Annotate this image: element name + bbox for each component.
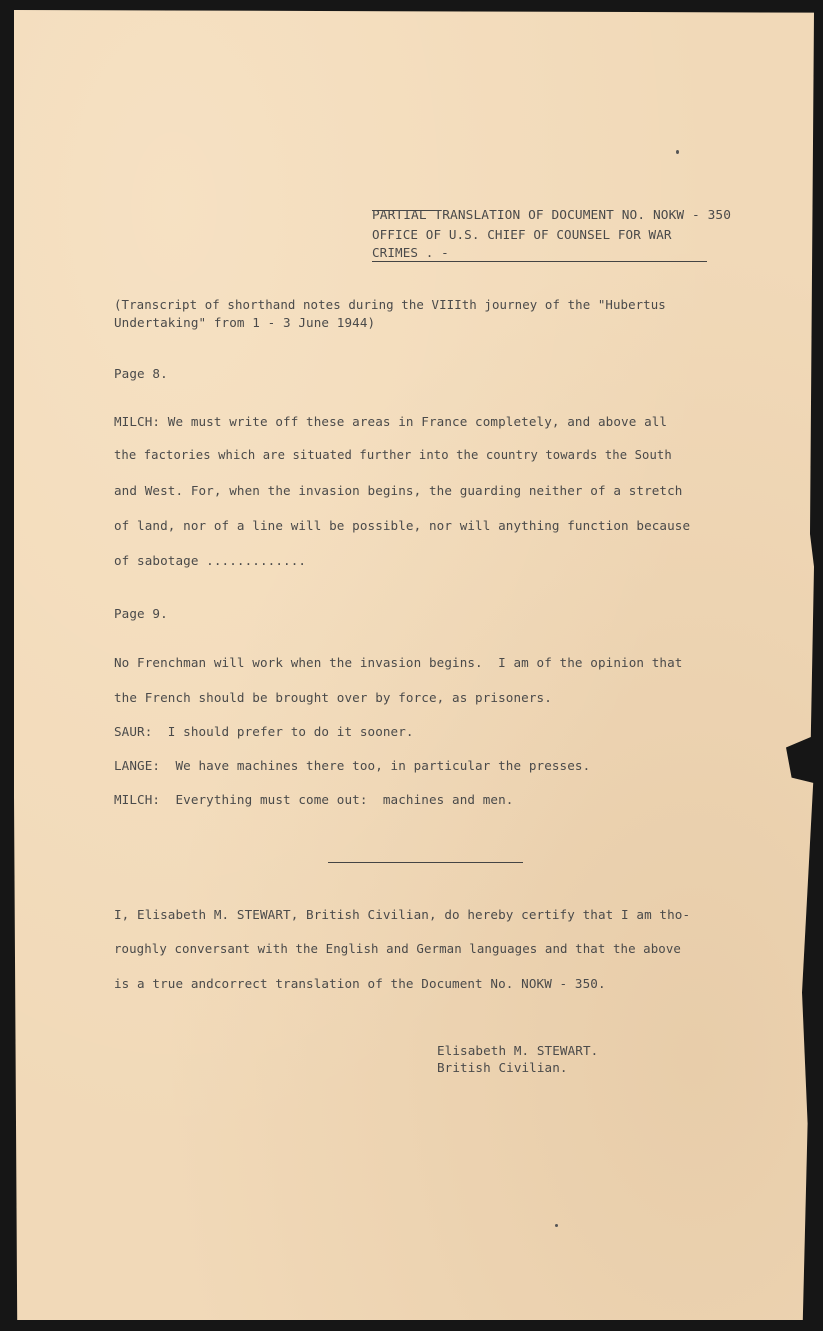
intro-line-2: Undertaking" from 1 - 3 June 1944) bbox=[114, 315, 376, 330]
header-bottom-rule bbox=[372, 261, 707, 262]
page-9-line-3: SAUR: I should prefer to do it sooner. bbox=[114, 724, 414, 739]
certification-line-3: is a true andcorrect translation of the Document No. NOKW - 350. bbox=[114, 976, 606, 991]
page-9-heading: Page 9. bbox=[114, 606, 168, 621]
page-8-line-1: MILCH: We must write off these areas in France completely, and above all bbox=[114, 414, 668, 429]
section-divider bbox=[328, 862, 523, 863]
page-8-line-3: and West. For, when the invasion begins, the guarding neither of a stretch bbox=[114, 483, 683, 498]
page-9-line-4: LANGE: We have machines there too, in particular the presses. bbox=[114, 758, 591, 773]
stray-mark bbox=[555, 1224, 558, 1227]
certification-line-2: roughly conversant with the English and German languages and that the above bbox=[114, 941, 681, 956]
page-8-line-2: the factories which are situated further into the country towards the South bbox=[114, 448, 672, 462]
header-line-1: PARTIAL TRANSLATION OF DOCUMENT NO. NOKW - 350 bbox=[372, 208, 732, 223]
page-9-line-5: MILCH: Everything must come out: machines and men. bbox=[114, 792, 514, 807]
certification-line-1: I, Elisabeth M. STEWART, British Civilian, do hereby certify that I am tho- bbox=[114, 907, 691, 922]
page-9-line-1: No Frenchman will work when the invasion begins. I am of the opinion that bbox=[114, 655, 683, 670]
page-9-line-2: the French should be brought over by force, as prisoners. bbox=[114, 690, 552, 705]
page-8-heading: Page 8. bbox=[114, 366, 168, 381]
header-line-3: CRIMES . - bbox=[372, 245, 449, 260]
signature-name: Elisabeth M. STEWART. bbox=[437, 1043, 599, 1058]
signature-title: British Civilian. bbox=[437, 1060, 568, 1075]
stray-mark bbox=[676, 150, 679, 154]
intro-line-1: (Transcript of shorthand notes during the VIIIth journey of the "Hubertus bbox=[114, 297, 666, 312]
page-8-line-4: of land, nor of a line will be possible, nor will anything function because bbox=[114, 518, 691, 533]
page-8-line-5: of sabotage ............. bbox=[114, 553, 307, 568]
header-line-2: OFFICE OF U.S. CHIEF OF COUNSEL FOR WAR bbox=[372, 227, 672, 242]
